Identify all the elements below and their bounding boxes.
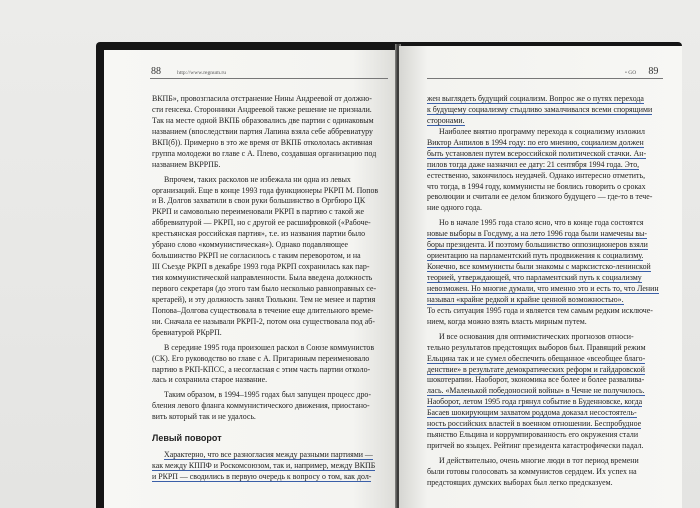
text-line: жен выглядеть будущий социализм. Вопрос же о путях перехода <box>427 94 644 103</box>
text-line: Басаев шокирующим захватом роддома доказал несостоятель- <box>427 408 637 418</box>
text-line: пьянство Ельцина и коррумпированность его окружения стали <box>427 430 639 440</box>
text-line: притчей во языцех. Рейтинг президента катастрофически падал. <box>427 441 644 451</box>
right-body-text <box>427 94 663 489</box>
text-line: как между КППФ и Роскомсоюзом, так и, например, между ВКПБ <box>152 461 376 471</box>
text-line: денствие» в результате демократических реформ и гайдаровской <box>427 364 645 374</box>
text-line: РКРП и самовольно переименовали РКРП в партию с такой же <box>152 207 364 217</box>
text-line: к будущему социализму стыдливо замалчивался всеми спорящими <box>427 104 653 114</box>
text-line: (СК). Его руководство во главе с А. Пригариным переименовало <box>152 353 370 363</box>
text-line: быть установлен путем всероссийской политической стачки. Ан- <box>427 148 647 158</box>
left-page-number: 88 <box>151 66 161 77</box>
text-line: убрано слово «коммунистическая»). Однако подавляющее <box>152 240 348 250</box>
text-line: лась. «Маленькой победоносной войны» в Чечне не получилось. <box>427 386 645 396</box>
text-line: и РКРП — сводились в первую очередь к вопросу о том, как дол- <box>152 472 372 482</box>
right-header-mark: • GO <box>625 70 637 76</box>
left-page-header <box>151 66 226 77</box>
left-header-url: http://www.regnum.ru <box>177 70 226 76</box>
text-line: называл «крайне редкой и крайне ценной возможностью». <box>427 294 624 304</box>
text-line: И действительно, очень многие люди в тот период времени <box>439 456 639 465</box>
text-line: ние одного года. <box>427 203 483 213</box>
right-page-header <box>625 66 658 77</box>
text-line: Впрочем, таких расколов не избежала ни одна из левых <box>164 174 351 184</box>
text-line: ориентацию на парламентский путь продвижения к социализму. <box>427 251 644 261</box>
text-line: В середине 1995 года произошел раскол в Союзе коммунистов <box>164 342 375 352</box>
text-line: новые выборы в Госдуму, а на лето 1996 года были намечены вы- <box>427 229 648 239</box>
text-line: То есть ситуация 1995 года и является тем самым редким исключе- <box>427 305 653 315</box>
text-line: невозможен. Но многие думали, что именно это и есть то, что Ленин <box>427 283 659 293</box>
text-line: нием, когда можно взять власть мирным путем. <box>427 316 587 326</box>
text-line: кретарей), и эту должность занял Тюлькин. Тем не менее и партия <box>152 294 376 304</box>
left-header-rule <box>150 78 388 79</box>
left-body-text <box>152 94 388 483</box>
text-line: Конечно, все коммунисты были знакомы с марксистско-ленинской <box>427 262 651 272</box>
text-line: предстоящих думских выборах был легко предсказуем. <box>427 477 613 487</box>
text-line: названием ВКРРПБ. <box>152 159 221 169</box>
text-line: Попова–Долгова существовала в течение еще длительного време- <box>152 305 374 315</box>
text-line: что тогда, в 1994 году, коммунисты не боялись говорить о сроках <box>427 181 646 191</box>
text-line: и В. Долгов захватили в свои руки большинство в Оргбюро ЦК <box>152 196 366 206</box>
text-line: ВКПБ», провозгласила отстранение Нины Андреевой от должно- <box>152 94 372 103</box>
text-line: организаций. Еще в конце 1993 года функционеры РКРП М. Попов <box>152 185 379 195</box>
text-line: группа молодежи во главе с А. Плево, создавшая организацию под <box>152 148 377 158</box>
text-line: Наоборот, летом 1995 года грянул событие в Буденновске, когда <box>427 397 643 407</box>
text-line: революции и считали ее делом близкого будущего — где-то в тече- <box>427 192 653 202</box>
text-line: пилов тогда даже назначил ее дату: 21 сентября 1994 года. Это, <box>427 159 640 169</box>
text-line: III Съезде РКРП в декабре 1993 года РКРП сохранилась как пар- <box>152 262 370 272</box>
text-line: тия коммунистической направленности. Была введена должность <box>152 273 373 282</box>
text-line: Наиболее внятно программу перехода к социализму изложил <box>439 126 645 136</box>
text-line: были готовы голосовать за коммунистов сердцем. Их успех на <box>427 466 637 476</box>
text-line: лась и сохранила старое название. <box>152 375 268 385</box>
text-line: сторонами. <box>427 115 465 125</box>
text-line: большинство РКРП не согласилось с таким переворотом, и на <box>152 251 361 261</box>
text-line: Но в начале 1995 года стало ясно, что в конце года состоятся <box>439 218 644 228</box>
text-line: теорией, утверждающей, что парламентский путь к социализму <box>427 273 642 282</box>
text-line: названием (впоследствии партия Лапина взяла себе аббревиатуру <box>152 126 373 136</box>
text-line: вить который так и не удалось. <box>152 412 256 422</box>
text-line: аббревиатурой — РКРП, но с другой ее расшифровкой («Рабоче- <box>152 218 371 228</box>
text-line: Так на месте одной ВКПБ образовались две партии с одинаковым <box>152 115 374 125</box>
text-line: первого секретаря (до этого там было несколько равноправных се- <box>152 283 377 293</box>
text-line: партию в РКП-КПСС, а несогласная с этим часть партии отколо- <box>152 364 371 374</box>
text-line: бревиатурой РКрРП. <box>152 327 222 337</box>
text-line: естественно, закончилось неудачей. Однако интересно отметить, <box>427 170 646 180</box>
section-heading: Левый поворот <box>152 433 222 444</box>
text-line: ность российских властей в военном отношении. Беспробудное <box>427 419 642 429</box>
text-line: сти генсека. Сторонники Андреевой также решение не признали. <box>152 104 372 114</box>
text-line: Характерно, что все разногласия между разными партиями — <box>164 450 373 460</box>
text-line: крестьянская российская партия», т.е. из названия партии было <box>152 229 366 239</box>
text-line: Таким образом, в 1994–1995 годах был запущен процесс дро- <box>164 390 371 400</box>
text-line: И все основания для оптимистических прогнозов относи- <box>439 331 634 341</box>
text-line: боры президента. И поэтому большинство оппозиционеров взяли <box>427 240 648 250</box>
text-line: Ельцина так и не сумел обеспечить обещанное «всеобщее благо- <box>427 353 646 363</box>
text-line: Виктор Анпилов в 1994 году: по его мнению, социализм должен <box>427 137 644 147</box>
text-line: бления левого фланга коммунистического движения, приостано- <box>152 401 370 411</box>
right-header-rule <box>427 78 663 79</box>
right-page-number: 89 <box>648 66 659 77</box>
text-line: шокотерапии. Наоборот, экономика все более и более развалива- <box>427 375 645 385</box>
left-page <box>104 50 397 508</box>
right-page <box>399 46 682 508</box>
text-line: ни. Сначала ее называли РКРП-2, потом она существовала под аб- <box>152 316 375 326</box>
text-line: ВКП(б)). Примерно в это же время от ВКПБ откололась активная <box>152 137 373 147</box>
text-line: тельно результатов предстоящих выборов был. Правящий режим <box>427 342 646 352</box>
